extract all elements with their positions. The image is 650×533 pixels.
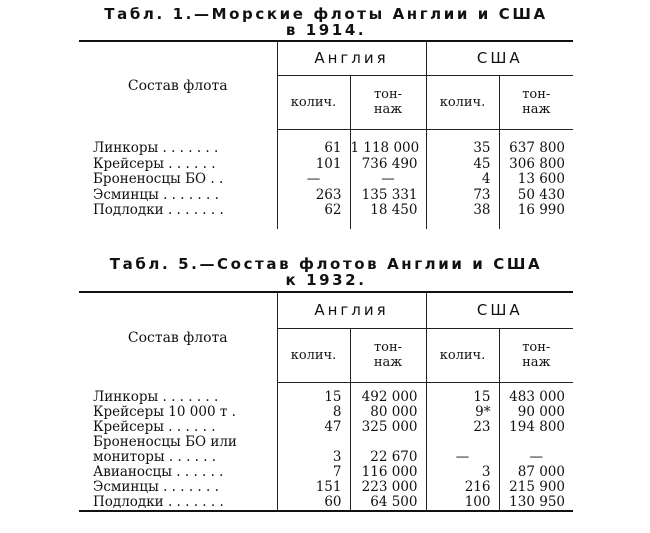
us-tons: 50 430 (499, 188, 573, 204)
en-tons: 1 118 000 (350, 141, 426, 157)
en-count: 15 (277, 390, 350, 405)
row-name: Подлодки . . . . . . . (93, 203, 224, 218)
us-tons: 16 990 (499, 203, 573, 219)
us-count: 100 (426, 495, 499, 511)
table-row (79, 465, 573, 480)
table5-header-us-count: колич. (426, 328, 499, 382)
us-count: — (426, 450, 499, 465)
table1-header-composition: Состав флота (79, 41, 277, 129)
en-count: 47 (277, 420, 350, 435)
row-name: Броненосцы БО или (93, 435, 237, 450)
us-tons: 194 800 (499, 420, 573, 435)
table-row (79, 405, 573, 420)
en-tons: 18 450 (350, 203, 426, 219)
en-count: 60 (277, 495, 350, 511)
row-name: мониторы . . . . . . (93, 450, 217, 465)
table5-caption (66, 256, 586, 288)
row-name: Эсминцы . . . . . . . (93, 480, 219, 495)
en-tons: 135 331 (350, 188, 426, 204)
en-tons: 116 000 (350, 465, 426, 480)
table1-header-england: Англия (277, 41, 426, 75)
table5-caption-line1: Табл. 5.—Состав флотов Англии и США (109, 255, 543, 273)
table-row (79, 420, 573, 435)
table1-tons-line1: тон- (373, 87, 403, 102)
en-tons: 64 500 (350, 495, 426, 511)
en-tons: 492 000 (350, 390, 426, 405)
en-tons: 325 000 (350, 420, 426, 435)
table1-caption (66, 6, 586, 38)
en-count: 8 (277, 405, 350, 420)
table5-tons-line1b: тон- (522, 340, 551, 355)
row-name: Подлодки . . . . . . . (79, 495, 277, 511)
table5-tons-line2b: наж (522, 355, 551, 370)
table-row (79, 141, 573, 157)
en-tons: 80 000 (350, 405, 426, 420)
row-name: Линкоры . . . . . . . (93, 390, 219, 405)
us-count: 9* (426, 405, 499, 420)
row-name: Эсминцы . . . . . . . (93, 187, 219, 203)
us-count: 45 (426, 157, 499, 173)
table1-caption-line2: в 1914. (285, 21, 367, 39)
en-count: — (277, 172, 350, 188)
us-tons: 130 950 (499, 495, 573, 511)
us-tons: — (499, 450, 573, 465)
table1-header-en-count: колич. (277, 75, 350, 129)
row-name: Крейсеры . . . . . . (93, 156, 216, 172)
table5-tons-line1: тон- (373, 340, 403, 355)
us-count: 35 (426, 141, 499, 157)
us-tons: 483 000 (499, 390, 573, 405)
us-count: 3 (426, 465, 499, 480)
row-name: Броненосцы БО . . (93, 172, 224, 187)
us-tons (499, 435, 573, 450)
us-count: 73 (426, 188, 499, 204)
table5-header-en-count: колич. (277, 328, 350, 382)
table1-header-us-count: колич. (426, 75, 499, 129)
table-row (79, 480, 573, 495)
us-tons: 215 900 (499, 480, 573, 495)
en-tons: — (350, 172, 426, 188)
us-tons: 637 800 (499, 141, 573, 157)
row-name: Авианосцы . . . . . . (93, 465, 224, 480)
us-count: 4 (426, 172, 499, 188)
table-row (79, 435, 573, 450)
table5-tons-line2: наж (373, 355, 403, 370)
en-count (277, 435, 350, 450)
table1-tons-line2: наж (373, 102, 403, 117)
table1-caption-line1: Табл. 1.—Морские флоты Англии и США (104, 5, 548, 23)
us-count: 216 (426, 480, 499, 495)
en-tons: 736 490 (350, 157, 426, 173)
en-tons: 22 670 (350, 450, 426, 465)
table1-tons-line2b: наж (522, 102, 551, 117)
en-count: 7 (277, 465, 350, 480)
row-name: Крейсеры . . . . . . (93, 420, 216, 435)
table5-header-us-tons (499, 328, 573, 382)
table-row (79, 203, 573, 219)
table5-header-composition: Состав флота (79, 292, 277, 382)
us-tons: 13 600 (499, 172, 573, 188)
table5-caption-line2: к 1932. (285, 271, 367, 289)
en-count: 61 (277, 141, 350, 157)
row-name: Крейсеры 10 000 т . (93, 405, 236, 420)
us-tons: 306 800 (499, 157, 573, 173)
table-row (79, 188, 573, 204)
us-tons: 90 000 (499, 405, 573, 420)
table1-header-en-tons (350, 75, 426, 129)
table1 (79, 40, 573, 229)
us-count: 23 (426, 420, 499, 435)
table-row (79, 157, 573, 173)
table5-header-england: Англия (277, 292, 426, 328)
table1-tons-line1b: тон- (522, 87, 551, 102)
us-count: 15 (426, 390, 499, 405)
table-row (79, 172, 573, 188)
table5 (79, 291, 573, 512)
us-count: 38 (426, 203, 499, 219)
en-tons (350, 435, 426, 450)
us-tons: 87 000 (499, 465, 573, 480)
en-count: 263 (277, 188, 350, 204)
table-row (79, 450, 573, 465)
en-count: 151 (277, 480, 350, 495)
table1-header-us-tons (499, 75, 573, 129)
en-count: 101 (277, 157, 350, 173)
table5-header-en-tons (350, 328, 426, 382)
table-row (79, 390, 573, 405)
en-count: 3 (277, 450, 350, 465)
row-name: Линкоры . . . . . . . (93, 141, 219, 156)
table-row (79, 495, 573, 511)
table1-header-usa: США (426, 41, 573, 75)
en-count: 62 (277, 203, 350, 219)
us-count (426, 435, 499, 450)
table5-header-usa: США (426, 292, 573, 328)
en-tons: 223 000 (350, 480, 426, 495)
